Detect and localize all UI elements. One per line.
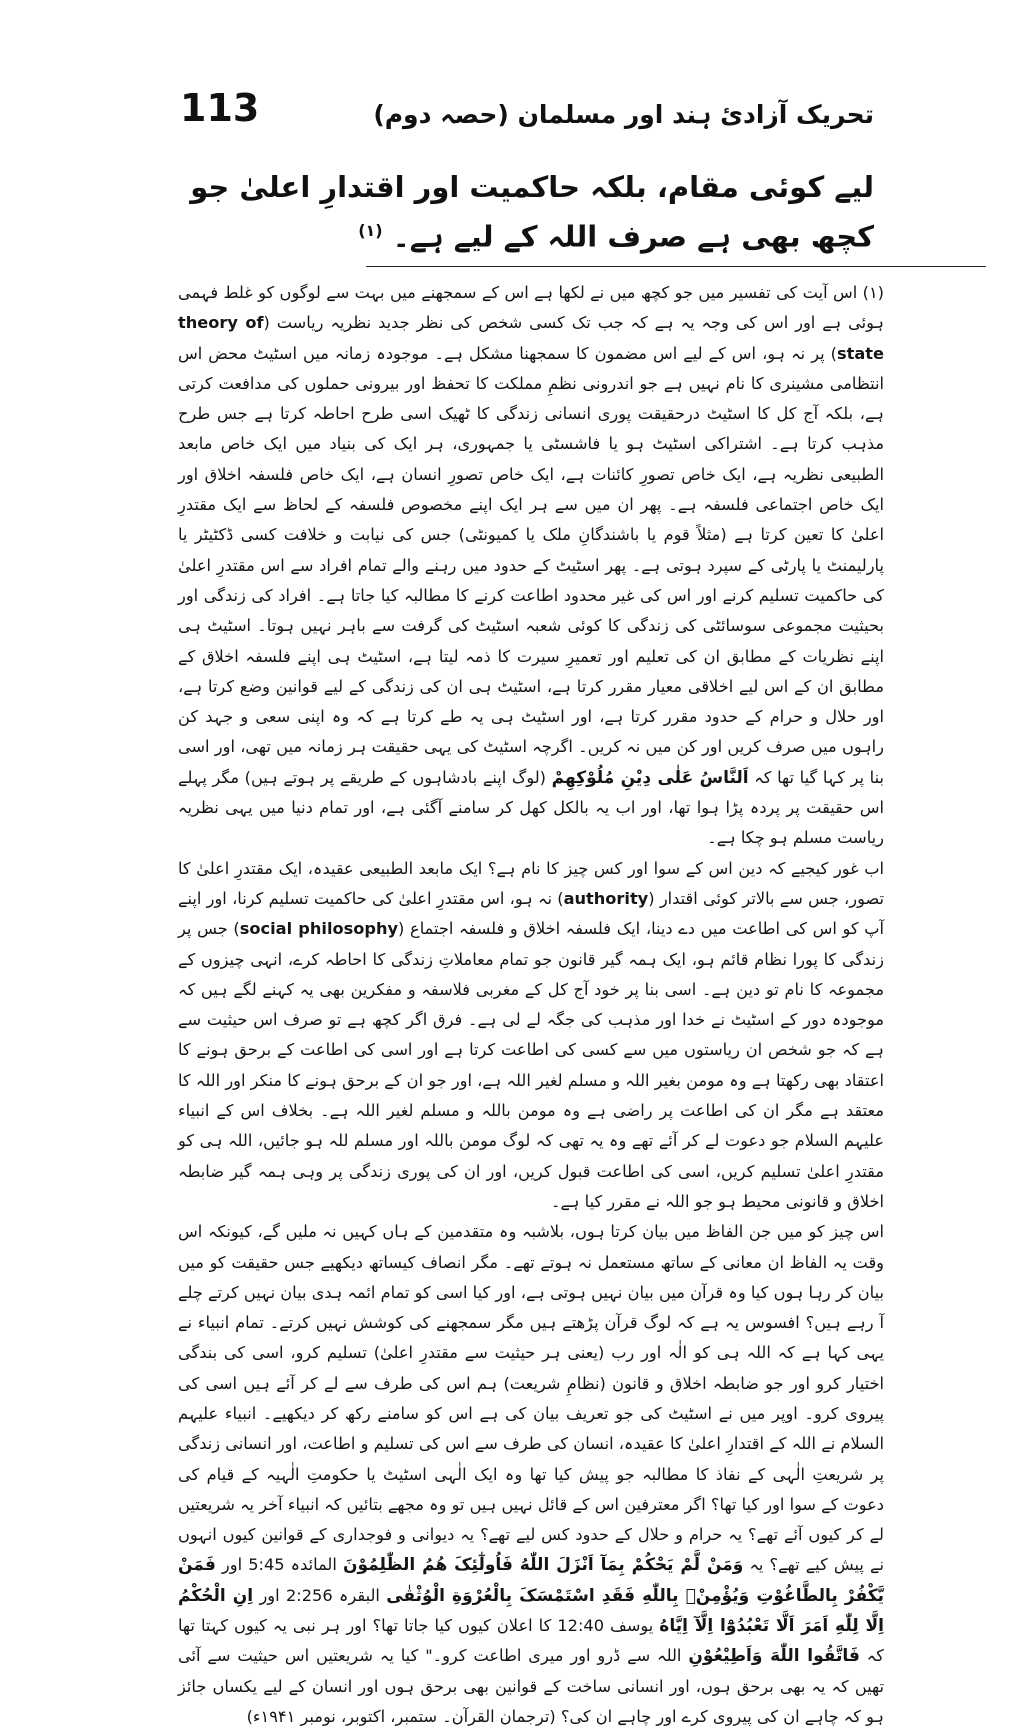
footnote-divider [366, 266, 986, 267]
footnote-paragraph-2: اب غور کیجیے کہ دین اس کے سوا اور کس چیز کا نام ہے؟ ایک مابعد الطبیعی عقیدہ، ایک مقتدرِ اعلیٰ کا تصور، جس سے بالاتر کوئی اقتدار (authority) نہ ہو، اس مقتدرِ اعلیٰ کی حاکمیت تسلیم کرنا، اور اپنے آپ کو اس کی اطاعت میں دے دینا، ایک فلسفہ اخلاق و فلسفہ اجتماع (social philosophy) جس پر زندگی کا پورا نظام قائم ہو، ایک ہمہ گیر قانون جو تمام معاملاتِ زندگی کا احاطہ کرے، انہی چیزوں کے مجموعہ کا نام تو دین ہے۔ اسی بنا پر خود آج کل کے مغربی فلاسفہ و مفکرین بھی یہ کہنے لگے ہیں کہ موجودہ دور کے اسٹیٹ نے خدا اور مذہب کی جگہ لے لی ہے۔ فرق اگر کچھ ہے تو صرف اس حیثیت سے ہے کہ جو شخص ان ریاستوں میں سے کسی کی اطاعت کرتا ہے اور اسی کی اطاعت کے برحق ہونے کا اعتقاد بھی رکھتا ہے وہ مومن بغیر اللہ و مسلم لغیر اللہ ہے، اور جو ان کے برحق ہونے کا منکر اور اللہ کا معتقد ہے مگر ان کی اطاعت پر راضی ہے وہ مومن باللہ و مسلم لغیر اللہ ہے۔ بخلاف اس کے انبیاء علیہم السلام جو دعوت لے کر آئے تھے وہ یہ تھی کہ لوگ مومن باللہ اور مسلم للہ ہو جائیں، اللہ ہی کو مقتدرِ اعلیٰ تسلیم کریں، اسی کی اطاعت قبول کریں، اور ان کی پوری زندگی پر وہی ہمہ گیر ضابطہ اخلاق و قانونی محیط ہو جو اللہ نے مقرر کیا ہے۔ [178, 858, 885, 1211]
footnote-body [178, 278, 884, 1732]
quran-verse: اِنِ الْحُکْمُ اِلَّا لِلّٰهِ اَمَرَ اَلَّا تَعْبُدُوْٓا اِلَّآ اِیَّاهُ [178, 1585, 884, 1637]
english-term: social philosophy [239, 919, 399, 939]
english-term: authority [563, 888, 649, 908]
intro-line [180, 165, 874, 259]
quran-verse: فَاتَّقُوا اللّٰهَ وَاَطِیْعُوْنِ [688, 1646, 860, 1667]
footnote-marker: (۱) [358, 221, 383, 240]
english-term: theory of state [178, 313, 884, 363]
footnote-paragraph-1: (۱) اس آیت کی تفسیر میں جو کچھ میں نے لکھا ہے اس کے سمجھنے میں بہت سے لوگوں کو غلط فہمی ہوئی ہے اور اس کی وجہ یہ ہے کہ جب تک کسی شخص کی نظر جدید نظریہ ریاست (theory of state) پر نہ ہو، اس کے لیے اس مضمون کا سمجھنا مشکل ہے۔ موجودہ زمانہ میں اسٹیٹ محض اس انتظامی مشینری کا نام نہیں ہے جو اندرونی نظمِ مملکت کا تحفظ اور بیرونی حملوں کی مدافعت کرتی ہے، بلکہ آج کل کا اسٹیٹ درحقیقت پوری انسانی زندگی کا ٹھیک اسی طرح احاطہ کرتا ہے جس طرح مذہب کرتا ہے۔ اشتراکی اسٹیٹ ہو یا فاشسٹی یا جمہوری، ہر ایک کی بنیاد میں ایک خاص مابعد الطبیعی نظریہ ہے، ایک خاص تصورِ کائنات ہے، ایک خاص تصورِ انسان ہے، ایک خاص فلسفہ اخلاق اور ایک خاص اجتماعی فلسفہ ہے۔ پھر ان میں سے ہر ایک اپنے مخصوص فلسفہ کے لحاظ سے ایک مقتدرِ اعلیٰ کا تعین کرتا ہے (مثلاً قوم یا باشندگانِ ملک یا کمیونٹی) جس کی نیابت و خلافت کسی ڈکٹیٹر یا پارلیمنٹ یا پارٹی کے سپرد ہوتی ہے۔ پھر اسٹیٹ کے حدود میں رہنے والے تمام افراد سے اس مقتدرِ اعلیٰ کی حاکمیت تسلیم کرنے اور اس کی غیر محدود اطاعت کرنے کا مطالبہ کیا جاتا ہے۔ افراد کی زندگی اور بحیثیت مجموعی سوسائٹی کی زندگی کا کوئی شعبہ اسٹیٹ کی گرفت سے باہر نہیں ہوتا۔ اسٹیٹ ہی اپنے نظریات کے مطابق ان کی تعلیم اور تعمیرِ سیرت کا ذمہ لیتا ہے، اسٹیٹ ہی اپنے فلسفہ اخلاق کے مطابق ان کے اس لیے اخلاقی معیار مقرر کرتا ہے، اسٹیٹ ہی ان کی زندگی کے لیے قوانین وضع کرتا ہے، اور حلال و حرام کے حدود مقرر کرتا ہے، اور اسٹیٹ ہی یہ طے کرتا ہے کہ وہ اپنی سعی و جہد کن راہوں میں صرف کریں اور کن میں نہ کریں۔ اگرچہ اسٹیٹ کی یہی حقیقت ہر زمانہ میں تھی، اور اسی بنا پر کہا گیا تھا کہ اَلنَّاسُ عَلٰی دِیْنِ مُلُوْکِهِمْ (لوگ اپنے بادشاہوں کے طریقے پر ہوتے ہیں) مگر پہلے اس حقیقت پر پردہ پڑا ہوا تھا، اور اب یہ بالکل کھل کر سامنے آگئی ہے، اور تمام دنیا میں یہی نظریہ ریاست مسلم ہو چکا ہے۔ [178, 283, 885, 848]
quran-verse: فَمَنْ یَّکْفُرْ بِالطَّاغُوْتِ وَیُؤْمِنْۢ بِاللّٰهِ فَقَدِ اسْتَمْسَکَ بِالْعُرْوَةِ الْوُثْقٰی [178, 1555, 884, 1606]
page-number: 113 [180, 86, 260, 130]
quran-verse: وَمَنْ لَّمْ یَحْکُمْ بِمَآ اَنْزَلَ اللّٰهُ فَاُولٰٓئِکَ هُمُ الظّٰلِمُوْنَ [342, 1555, 744, 1576]
arabic-quote: اَلنَّاسُ عَلٰی دِیْنِ مُلُوْکِهِمْ [551, 767, 749, 788]
intro-line-text: لیے کوئی مقام، بلکہ حاکمیت اور اقتدارِ اعلیٰ جو کچھ بھی ہے صرف اللہ کے لیے ہے۔ [190, 170, 874, 254]
running-header: تحریک آزادیٔ ہند اور مسلمان (حصہ دوم) [373, 100, 874, 129]
footnote-paragraph-3: اس چیز کو میں جن الفاظ میں بیان کرتا ہوں، بلاشبہ وہ متقدمین کے ہاں کہیں نہ ملیں گے، کیونکہ اس وقت یہ الفاظ ان معانی کے ساتھ مستعمل نہ ہوتے تھے۔ مگر انصاف کیساتھ دیکھیے جس حقیقت کو میں بیان کر رہا ہوں کیا وہ قرآن میں بیان نہیں ہوتی ہے، اور کیا اسی کو تمام ائمہ ہدی بیان نہیں کرتے چلے آ رہے ہیں؟ افسوس یہ ہے کہ لوگ قرآن پڑھتے ہیں مگر سمجھنے کی کوشش نہیں کرتے۔ تمام انبیاء نے یہی کہا ہے کہ اللہ ہی کو الٰہ اور رب (یعنی ہر حیثیت سے مقتدرِ اعلیٰ) تسلیم کرو، اسی کی بندگی اختیار کرو اور جو ضابطہ اخلاق و قانون (نظامِ شریعت) ہم اس کی طرف سے لے کر آئے ہیں اسی کی پیروی کرو۔ اوپر میں نے اسٹیٹ کی جو تعریف بیان کی ہے اس کو سامنے رکھ کر دیکھیے۔ انبیاء علیہم السلام نے اللہ کے اقتدارِ اعلیٰ کا عقیدہ، انسان کی طرف سے اس کی تسلیم و اطاعت، اور انسانی زندگی پر شریعتِ الٰہی کے نفاذ کا مطالبہ جو پیش کیا تھا وہ ایک الٰہی اسٹیٹ یا حکومتِ الٰہیہ کے قیام کی دعوت کے سوا اور کیا تھا؟ اگر معترفین اس کے قائل نہیں ہیں تو وہ مجھے بتائیں کہ انبیاء آخر یہ شریعتیں لے کر کیوں آئے تھے؟ یہ حرام و حلال کے حدود کس لیے تھے؟ یہ دیوانی و فوجداری کے قوانین کیوں انہوں نے پیش کیے تھے؟ یہ وَمَنْ لَّمْ یَحْکُمْ بِمَآ اَنْزَلَ اللّٰهُ فَاُولٰٓئِکَ هُمُ الظّٰلِمُوْنَ المائدہ 5:45 اور فَمَنْ یَّکْفُرْ بِالطَّاغُوْتِ وَیُؤْمِنْۢ بِاللّٰهِ فَقَدِ اسْتَمْسَکَ بِالْعُرْوَةِ الْوُثْقٰی البقرہ 2:256 اور اِنِ الْحُکْمُ اِلَّا لِلّٰهِ اَمَرَ اَلَّا تَعْبُدُوْٓا اِلَّآ اِیَّاهُ یوسف 12:40 کا اعلان کیوں کیا جاتا تھا؟ اور ہر نبی یہ کیوں کہتا تھا کہ فَاتَّقُوا اللّٰهَ وَاَطِیْعُوْنِ اللہ سے ڈرو اور میری اطاعت کرو۔" کیا یہ شریعتیں اس حیثیت سے آئی تھیں کہ یہ بھی برحق ہوں، اور انسانی ساخت کے قوانین بھی برحق ہوں اور انسان کے لیے یکساں جائز ہو کہ چاہے ان کی پیروی کرے اور چاہے ان کی؟ (ترجمان القرآن۔ ستمبر، اکتوبر، نومبر ۱۹۴۱ء) [178, 1222, 885, 1726]
